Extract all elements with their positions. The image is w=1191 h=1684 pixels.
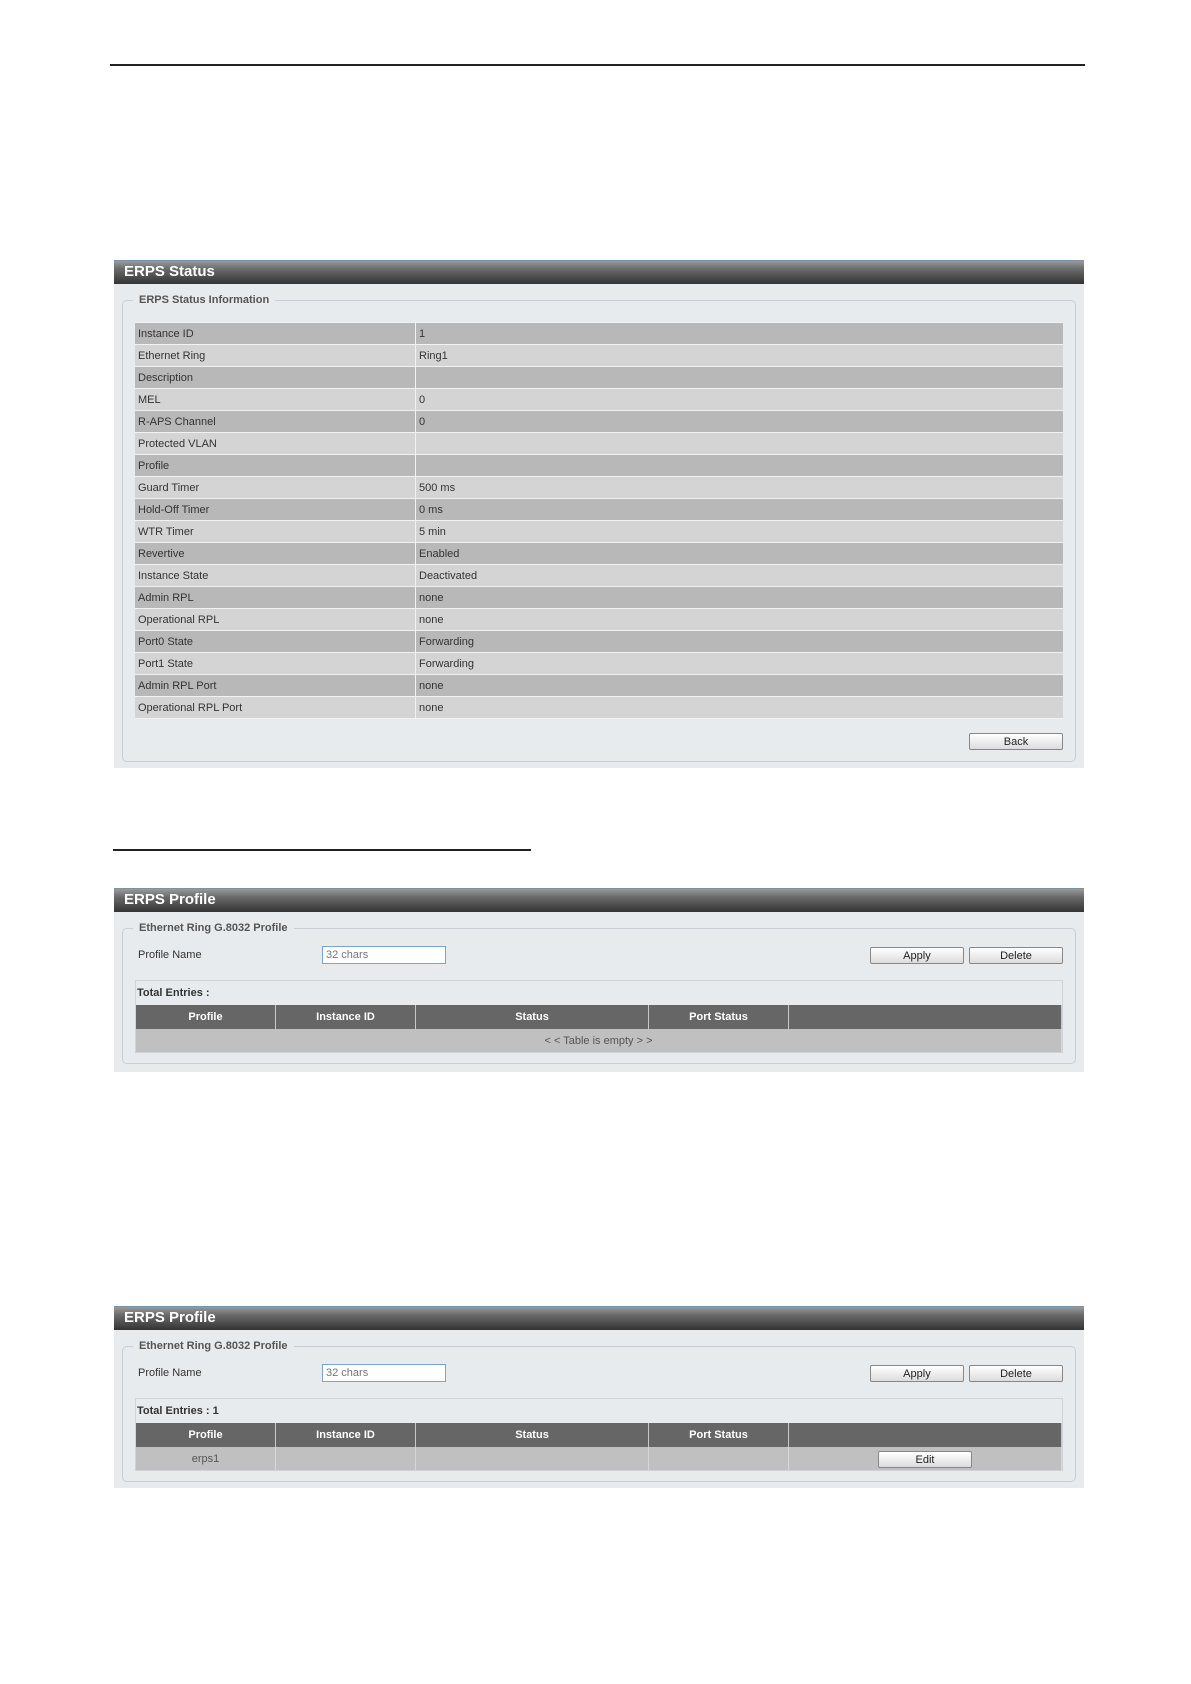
profile-cell: erps1 bbox=[136, 1447, 276, 1470]
status-label: Revertive bbox=[135, 543, 416, 565]
top-divider bbox=[110, 64, 1085, 66]
panel-title: ERPS Profile bbox=[114, 1306, 1084, 1330]
column-header: Instance ID bbox=[276, 1005, 416, 1029]
status-value: Ring1 bbox=[416, 345, 1064, 367]
status-label: Admin RPL Port bbox=[135, 675, 416, 697]
status-label: Port0 State bbox=[135, 631, 416, 653]
status-label: Operational RPL bbox=[135, 609, 416, 631]
profile-list bbox=[135, 980, 1063, 1053]
status-value bbox=[416, 433, 1064, 455]
column-header: Profile bbox=[136, 1005, 276, 1029]
action-cell bbox=[789, 1447, 1062, 1470]
status-value bbox=[416, 455, 1064, 477]
status-value: Forwarding bbox=[416, 653, 1064, 675]
group-legend: Ethernet Ring G.8032 Profile bbox=[139, 922, 288, 934]
status-value: none bbox=[416, 697, 1064, 719]
group-legend: ERPS Status Information bbox=[139, 294, 270, 306]
status-value: 0 ms bbox=[416, 499, 1064, 521]
delete-button[interactable]: Delete bbox=[969, 947, 1063, 964]
status-value: 1 bbox=[416, 323, 1064, 345]
profile-name-label: Profile Name bbox=[138, 1367, 202, 1379]
status-value: 500 ms bbox=[416, 477, 1064, 499]
profile-name-label: Profile Name bbox=[138, 949, 202, 961]
status-label: WTR Timer bbox=[135, 521, 416, 543]
status-row bbox=[135, 543, 1063, 565]
status-value: 5 min bbox=[416, 521, 1064, 543]
erps-profile-panel-filled bbox=[114, 1306, 1084, 1488]
erps-status-information-group bbox=[122, 294, 1076, 762]
status-label: Description bbox=[135, 367, 416, 389]
status-row bbox=[135, 565, 1063, 587]
status-cell bbox=[416, 1447, 649, 1470]
status-label: Hold-Off Timer bbox=[135, 499, 416, 521]
status-value: 0 bbox=[416, 389, 1064, 411]
profile-table bbox=[136, 1423, 1062, 1470]
profile-list bbox=[135, 1398, 1063, 1471]
status-value bbox=[416, 367, 1064, 389]
status-row bbox=[135, 609, 1063, 631]
status-row bbox=[135, 697, 1063, 719]
status-value: 0 bbox=[416, 411, 1064, 433]
ethernet-ring-profile-group bbox=[122, 922, 1076, 1064]
erps-status-table bbox=[135, 322, 1063, 719]
panel-title: ERPS Status bbox=[114, 260, 1084, 284]
status-value: none bbox=[416, 609, 1064, 631]
status-label: Protected VLAN bbox=[135, 433, 416, 455]
column-header: Profile bbox=[136, 1423, 276, 1447]
status-value: none bbox=[416, 675, 1064, 697]
profile-name-input[interactable] bbox=[322, 1364, 446, 1382]
status-label: Operational RPL Port bbox=[135, 697, 416, 719]
column-header: Status bbox=[416, 1005, 649, 1029]
profile-name-input[interactable] bbox=[322, 946, 446, 964]
status-label: Admin RPL bbox=[135, 587, 416, 609]
status-row bbox=[135, 521, 1063, 543]
section-divider bbox=[113, 849, 531, 851]
column-header bbox=[789, 1423, 1062, 1447]
delete-button[interactable]: Delete bbox=[969, 1365, 1063, 1382]
column-header: Status bbox=[416, 1423, 649, 1447]
empty-table-message: < < Table is empty > > bbox=[136, 1029, 1062, 1052]
panel-title: ERPS Profile bbox=[114, 888, 1084, 912]
status-row bbox=[135, 675, 1063, 697]
column-header: Port Status bbox=[649, 1005, 789, 1029]
erps-status-panel bbox=[114, 260, 1084, 768]
status-row bbox=[135, 389, 1063, 411]
column-header bbox=[789, 1005, 1062, 1029]
status-row bbox=[135, 411, 1063, 433]
profile-table bbox=[136, 1005, 1062, 1052]
status-row bbox=[135, 653, 1063, 675]
status-row bbox=[135, 433, 1063, 455]
status-row bbox=[135, 499, 1063, 521]
status-row bbox=[135, 587, 1063, 609]
status-value: Enabled bbox=[416, 543, 1064, 565]
status-label: Port1 State bbox=[135, 653, 416, 675]
status-value: Forwarding bbox=[416, 631, 1064, 653]
status-label: Ethernet Ring bbox=[135, 345, 416, 367]
group-legend: Ethernet Ring G.8032 Profile bbox=[139, 1340, 288, 1352]
status-label: Instance State bbox=[135, 565, 416, 587]
back-button[interactable]: Back bbox=[969, 733, 1063, 750]
column-header: Port Status bbox=[649, 1423, 789, 1447]
status-label: MEL bbox=[135, 389, 416, 411]
status-label: Profile bbox=[135, 455, 416, 477]
status-row bbox=[135, 631, 1063, 653]
erps-profile-panel-empty bbox=[114, 888, 1084, 1072]
status-value: Deactivated bbox=[416, 565, 1064, 587]
status-row bbox=[135, 367, 1063, 389]
edit-button[interactable]: Edit bbox=[878, 1451, 972, 1468]
table-row bbox=[136, 1447, 1062, 1470]
column-header: Instance ID bbox=[276, 1423, 416, 1447]
apply-button[interactable]: Apply bbox=[870, 947, 964, 964]
status-value: none bbox=[416, 587, 1064, 609]
status-label: Instance ID bbox=[135, 323, 416, 345]
status-row bbox=[135, 323, 1063, 345]
status-row bbox=[135, 477, 1063, 499]
status-row bbox=[135, 455, 1063, 477]
instance-id-cell bbox=[276, 1447, 416, 1470]
total-entries: Total Entries : bbox=[137, 987, 210, 999]
table-row bbox=[136, 1029, 1062, 1052]
apply-button[interactable]: Apply bbox=[870, 1365, 964, 1382]
status-row bbox=[135, 345, 1063, 367]
status-label: R-APS Channel bbox=[135, 411, 416, 433]
status-label: Guard Timer bbox=[135, 477, 416, 499]
port-status-cell bbox=[649, 1447, 789, 1470]
total-entries: Total Entries : 1 bbox=[137, 1405, 219, 1417]
ethernet-ring-profile-group bbox=[122, 1340, 1076, 1482]
